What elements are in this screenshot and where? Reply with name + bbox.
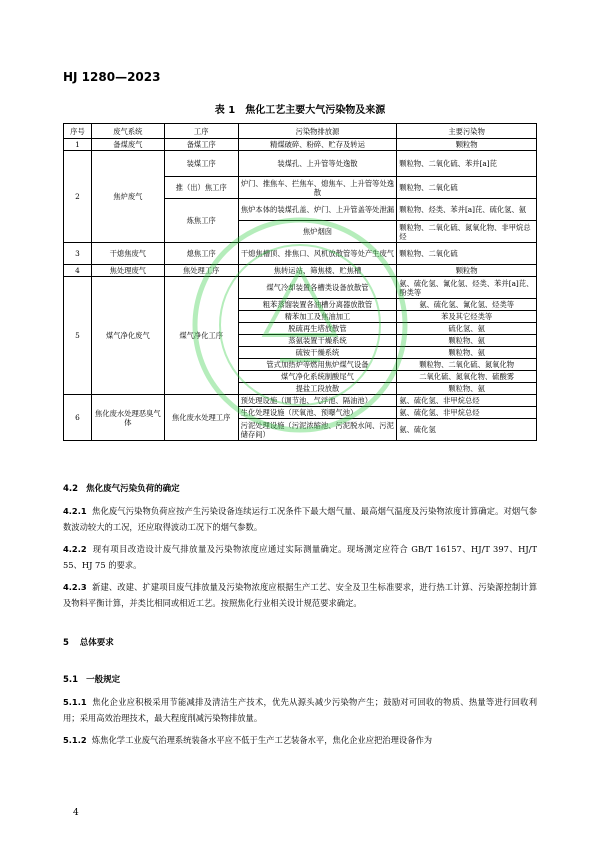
cell: 硫铵干燥系统 xyxy=(238,347,397,359)
cell: 煤气净化工序 xyxy=(164,277,238,395)
paragraph-4-2-1: 4.2.1 焦化废气污染物负荷应按产生污染设备连续运行工况条件下最大烟气量、最高烟气温度及污染物浓度计算确定。对烟气参数波动较大的工况，还应取得波动工况下的烟气参数。 xyxy=(63,506,537,532)
cell: 粗苯蒸馏装置各油槽分离器放散管 xyxy=(238,299,397,311)
cell: 氨、硫化氢、氰化氢、烃类、苯并[a]芘、酚类等 xyxy=(397,277,537,299)
cell: 干熄焦废气 xyxy=(91,243,164,265)
cell: 颗粒物、二氧化硫、氮氧化物 xyxy=(397,359,537,371)
table-row xyxy=(64,139,537,151)
col-header: 主要污染物 xyxy=(397,124,537,139)
paragraph-5-1-1: 5.1.1 焦化企业应积极采用节能减排及清洁生产技术，优先从源头减少污染物产生；鼓励对可回收的物质、热量等进行回收利用；采用高效治理技术，最大程度削减污染物排放量。 xyxy=(63,697,537,723)
section-5-1-heading: 5.1 一般规定 xyxy=(63,675,121,685)
cell: 1 xyxy=(64,139,92,151)
cell: 推（出）焦工序 xyxy=(164,177,238,199)
cell: 6 xyxy=(64,395,92,441)
table-row xyxy=(64,265,537,277)
paragraph-4-2-3: 4.2.3 新建、改建、扩建项目废气排放量及污染物浓度应根据生产工艺、安全及卫生标准要求，进行热工计算、污染源控制计算及物料平衡计算，并类比相同或相近工艺。按照焦化行业相关设计规范要求确定。 xyxy=(63,582,537,608)
cell: 3 xyxy=(64,243,92,265)
pollutant-source-table xyxy=(63,123,537,441)
cell: 干熄焦槽顶、排焦口、风机放散管等处产生废气 xyxy=(238,243,397,265)
cell: 氨、硫化氢、非甲烷总烃 xyxy=(397,407,537,419)
cell: 污泥处理设施（污泥浓缩池、污泥脱水间、污泥储存间） xyxy=(238,419,397,441)
cell: 颗粒物、氨 xyxy=(397,383,537,395)
table-row xyxy=(64,243,537,265)
cell: 装煤工序 xyxy=(164,151,238,177)
cell: 苯及其它烃类等 xyxy=(397,311,537,323)
cell: 二氧化硫、氮氧化物、硫酸雾 xyxy=(397,371,537,383)
cell: 煤气净化废气 xyxy=(91,277,164,395)
cell: 4 xyxy=(64,265,92,277)
cell: 颗粒物 xyxy=(397,265,537,277)
table-row xyxy=(64,151,537,177)
cell: 氨、硫化氢、非甲烷总烃 xyxy=(397,395,537,407)
cell: 焦化废水处理恶臭气体 xyxy=(91,395,164,441)
cell: 焦处理废气 xyxy=(91,265,164,277)
cell: 颗粒物、二氧化硫 xyxy=(397,177,537,199)
cell: 生化处理设施（厌氧池、预曝气池） xyxy=(238,407,397,419)
cell: 颗粒物、二氧化硫、氮氧化物、非甲烷总烃 xyxy=(397,221,537,243)
table-row xyxy=(64,395,537,407)
cell: 精煤破碎、粉碎、贮存及转运 xyxy=(238,139,397,151)
cell: 管式加热炉等燃用焦炉煤气设备 xyxy=(238,359,397,371)
col-header: 序号 xyxy=(64,124,92,139)
cell: 焦炉本体的装煤孔盖、炉门、上升管盖等处泄漏 xyxy=(238,199,397,221)
cell: 备煤废气 xyxy=(91,139,164,151)
cell: 炼焦工序 xyxy=(164,199,238,243)
section-4-2-heading: 4.2 焦化废气污染负荷的确定 xyxy=(63,484,180,494)
cell: 2 xyxy=(64,151,92,243)
cell: 颗粒物、氨 xyxy=(397,335,537,347)
page-number: 4 xyxy=(73,808,79,818)
cell: 预处理设施（调节池、气浮池、隔油池） xyxy=(238,395,397,407)
cell: 颗粒物、烃类、苯并[a]芘、硫化氢、氨 xyxy=(397,199,537,221)
paragraph-5-1-2: 5.1.2 炼焦化学工业废气治理系统装备水平应不低于生产工艺装备水平，焦化企业应把治理设备作为 xyxy=(63,735,433,745)
cell: 焦化废水处理工序 xyxy=(164,395,238,441)
cell: 硫化氢、氨 xyxy=(397,323,537,335)
col-header: 污染物排放源 xyxy=(238,124,397,139)
cell: 焦转运站、筛焦楼、贮焦槽 xyxy=(238,265,397,277)
cell: 焦炉废气 xyxy=(91,151,164,243)
cell: 颗粒物、二氧化硫、苯并[a]芘 xyxy=(397,151,537,177)
cell: 颗粒物 xyxy=(397,139,537,151)
cell: 熄焦工序 xyxy=(164,243,238,265)
cell: 蒸氨装置干燥系统 xyxy=(238,335,397,347)
col-header: 工序 xyxy=(164,124,238,139)
cell: 装煤孔、上升管等处逸散 xyxy=(238,151,397,177)
cell: 提盐工段放散 xyxy=(238,383,397,395)
document-code-header: HJ 1280—2023 xyxy=(63,70,161,84)
table-caption: 表 1 焦化工艺主要大气污染物及来源 xyxy=(214,105,386,116)
cell: 备煤工序 xyxy=(164,139,238,151)
cell: 颗粒物、二氧化硫 xyxy=(397,243,537,265)
cell: 颗粒物、氨 xyxy=(397,347,537,359)
cell: 焦处理工序 xyxy=(164,265,238,277)
section-5-heading: 5 总体要求 xyxy=(63,638,114,648)
cell: 脱硫再生塔放散管 xyxy=(238,323,397,335)
cell: 煤气冷却装置各槽类设备放散管 xyxy=(238,277,397,299)
cell: 氨、硫化氢、氰化氢、烃类等 xyxy=(397,299,537,311)
cell: 焦炉烟囱 xyxy=(238,221,397,243)
table-header-row xyxy=(64,124,537,139)
paragraph-4-2-2: 4.2.2 现有项目改造设计废气排放量及污染物浓度应通过实际测量确定。现场测定应符合 GB/T 16157、HJ/T 397、HJ/T 55、HJ 75 的要求。 xyxy=(63,544,537,570)
cell: 5 xyxy=(64,277,92,395)
cell: 炉门、推焦车、拦焦车、熄焦车、上升管等处逸散 xyxy=(238,177,397,199)
cell: 煤气净化系统制酸尾气 xyxy=(238,371,397,383)
cell: 氨、硫化氢 xyxy=(397,419,537,441)
table-row xyxy=(64,277,537,299)
cell: 精苯加工及焦油加工 xyxy=(238,311,397,323)
col-header: 废气系统 xyxy=(91,124,164,139)
